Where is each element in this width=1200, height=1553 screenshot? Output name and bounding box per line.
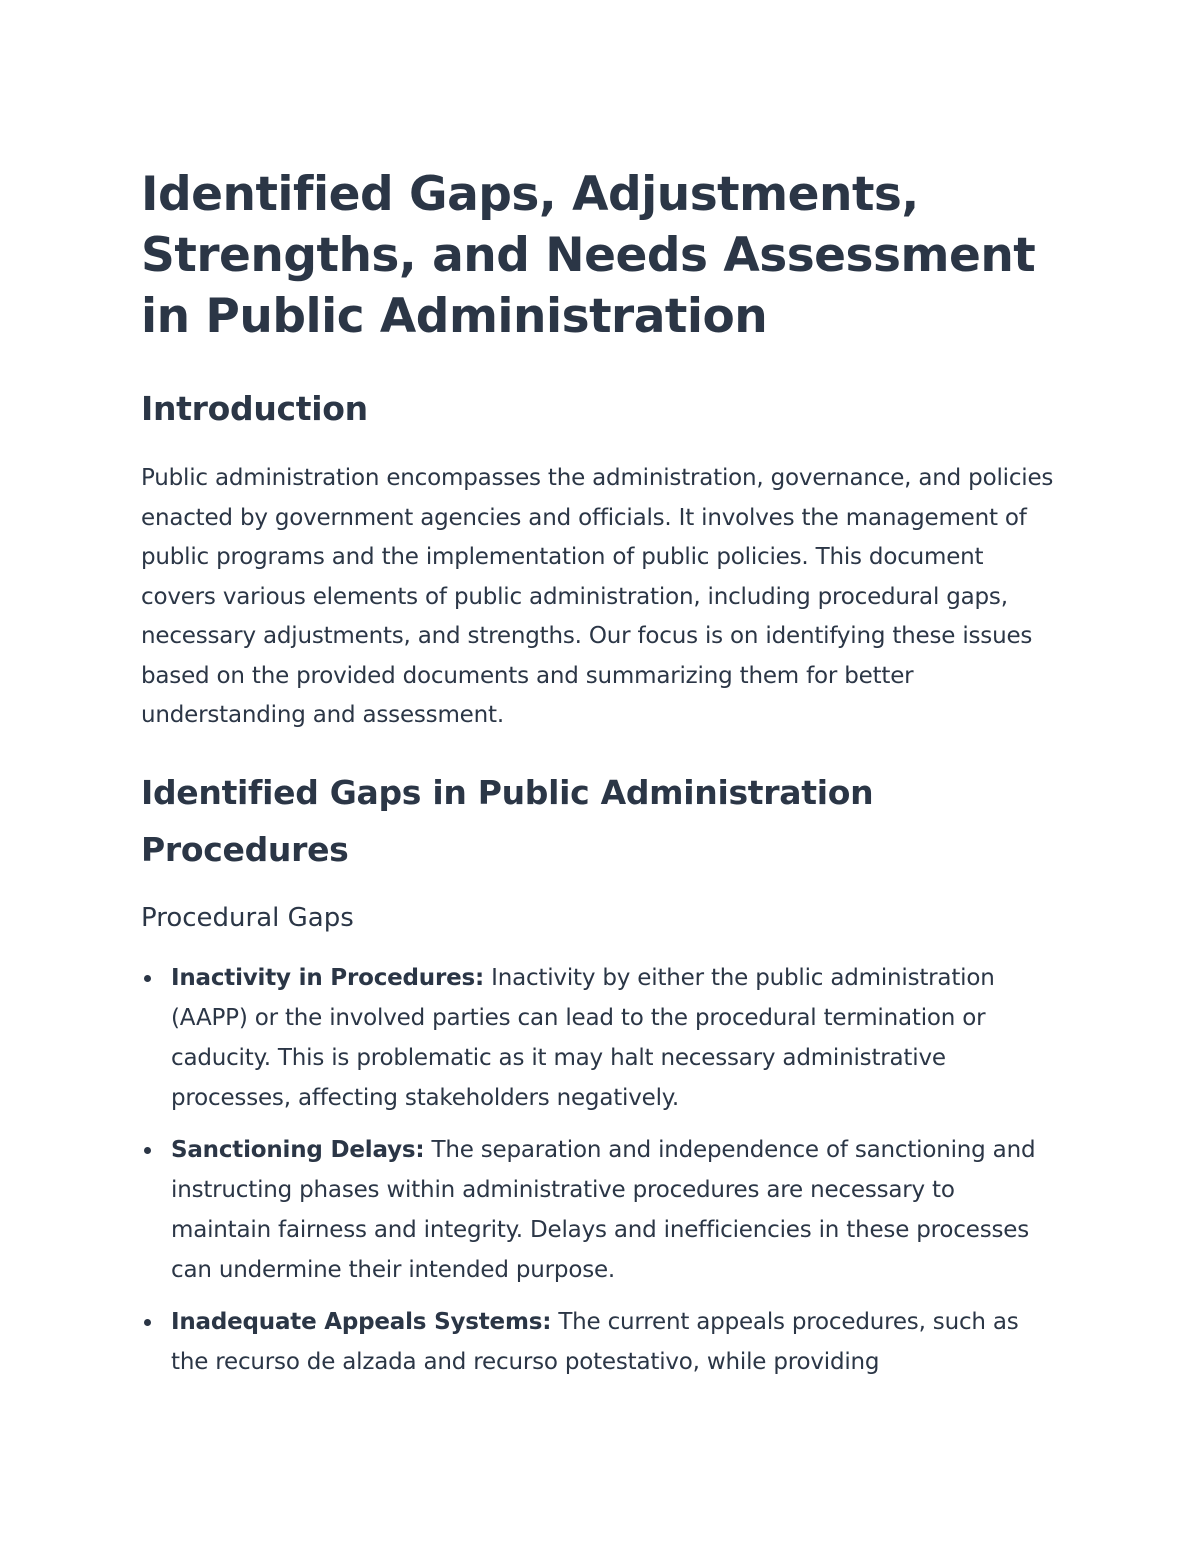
- list-item: [141, 1302, 1061, 1382]
- gap-list: [141, 958, 1061, 1382]
- bullet-icon: [144, 1147, 151, 1154]
- list-item-term: Sanctioning Delays:: [171, 1136, 425, 1163]
- list-item: [141, 958, 1061, 1118]
- list-item-term: Inactivity in Procedures:: [171, 964, 485, 991]
- document-page: [141, 164, 1061, 1394]
- list-item-text: The separation and independence of sanctioning and instructing phases within administrative procedures are necessary to maintain fairness and integrity. Delays and inefficiencies in these processes can undermine their intended purpose.: [171, 1136, 1036, 1283]
- introduction-paragraph: Public administration encompasses the administration, governance, and policies enacted by government agencies and officials. It involves the management of public programs and the implementation of public policies. This document covers various elements of public administration, including procedural gaps, necessary adjustments, and strengths. Our focus is on identifying these issues based on the provided documents and summarizing them for better understanding and assessment.: [141, 465, 1054, 728]
- introduction-heading: Introduction: [141, 389, 368, 428]
- document-title: Identified Gaps, Adjustments, Strengths, and Needs Assessment in Public Administration: [141, 167, 1036, 344]
- list-item-term: Inadequate Appeals Systems:: [171, 1308, 552, 1335]
- list-item-text: Inactivity by either the public administration (AAPP) or the involved parties can lead to the procedural termination or caducity. This is problematic as it may halt necessary administrative processes, affecting stakeholders negatively.: [171, 964, 995, 1111]
- list-item: [141, 1130, 1061, 1290]
- bullet-icon: [144, 975, 151, 982]
- gaps-section-heading: Identified Gaps in Public Administration Procedures: [141, 772, 874, 869]
- procedural-gaps-subheading: Procedural Gaps: [141, 902, 354, 933]
- list-item-text: The current appeals procedures, such as the recurso de alzada and recurso potestativo, while providing: [171, 1308, 1019, 1375]
- bullet-icon: [144, 1319, 151, 1326]
